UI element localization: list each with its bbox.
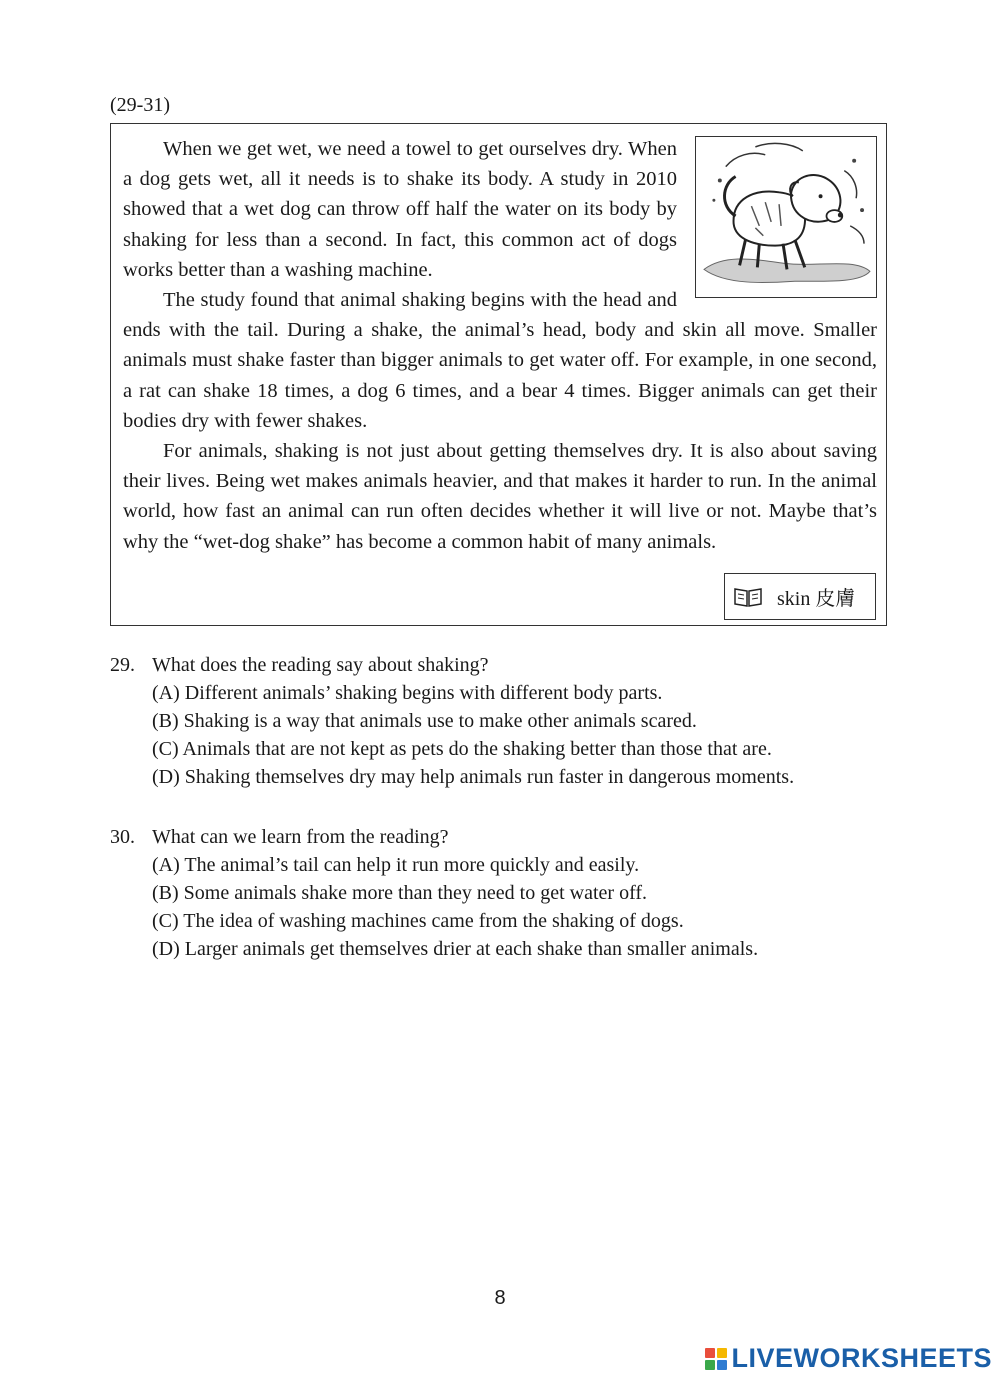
book-icon (733, 586, 763, 608)
answer-option[interactable]: (C) The idea of washing machines came from the shaking of dogs. (152, 910, 684, 932)
question-text: What does the reading say about shaking? (152, 654, 489, 676)
question-number: 29. (110, 654, 135, 676)
glossary-word: skin (777, 588, 811, 610)
glossary-box (724, 573, 876, 620)
passage-text (123, 134, 877, 557)
brand-name: LIVEWORKSHEETS (731, 1343, 992, 1373)
reading-passage (110, 123, 887, 626)
page-number: 8 (494, 1287, 506, 1309)
answer-option[interactable]: (D) Shaking themselves dry may help animals run faster in dangerous moments. (152, 766, 795, 788)
passage-range: (29-31) (110, 94, 170, 116)
question-number: 30. (110, 826, 135, 848)
answer-option[interactable]: (B) Shaking is a way that animals use to make other animals scared. (152, 710, 697, 732)
passage-paragraph: When we get wet, we need a towel to get ourselves dry. When a dog gets wet, all it needs is to shake its body. A study in 2010 showed that a wet dog can throw off half the water on its body by shaking for less than a second. In fact, this common act of dogs works better than a washing machine. (123, 138, 677, 281)
answer-option[interactable]: (A) Different animals’ shaking begins with different body parts. (152, 682, 663, 704)
passage-paragraph: For animals, shaking is not just about getting themselves dry. It is also about saving their lives. Being wet makes animals heavier, and that makes it harder to run. In the animal world, how fast an animal can run often decides whether it will live or not. Maybe that’s why the “wet-dog shake” has become a common habit of many animals. (123, 440, 877, 553)
answer-option[interactable]: (D) Larger animals get themselves drier at each shake than smaller animals. (152, 938, 759, 960)
question-text: What can we learn from the reading? (152, 826, 449, 848)
answer-option[interactable]: (B) Some animals shake more than they need to get water off. (152, 882, 648, 904)
logo-icon (705, 1348, 727, 1370)
question-30 (110, 823, 758, 963)
question-29 (110, 651, 794, 791)
answer-option[interactable]: (C) Animals that are not kept as pets do the shaking better than those that are. (152, 738, 772, 760)
passage-paragraph: The study found that animal shaking begins with the head and ends with the tail. During a shake, the animal’s head, body and skin all move. Smaller animals must shake faster than bigger animals to get water off. For example, in one second, a rat can shake 18 times, a dog 6 times, and a bear 4 times. Bigger animals can get their bodies dry with fewer shakes. (123, 289, 877, 432)
glossary-translation: 皮膚 (815, 588, 856, 610)
liveworksheets-logo[interactable] (705, 1343, 992, 1374)
answer-option[interactable]: (A) The animal’s tail can help it run more quickly and easily. (152, 854, 640, 876)
